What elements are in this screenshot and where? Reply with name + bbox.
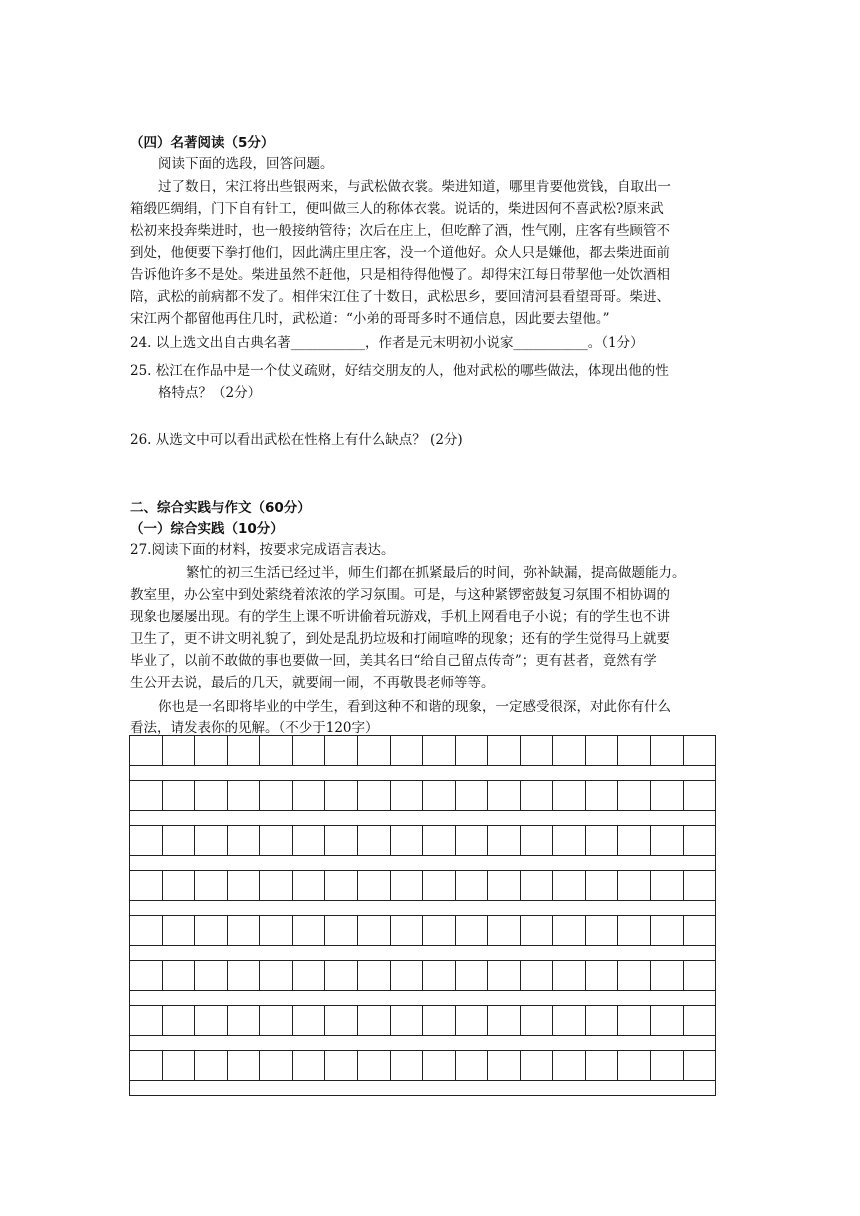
grid-cell[interactable] [293,961,326,991]
grid-cell[interactable] [456,781,489,811]
grid-cell[interactable] [293,826,326,856]
grid-cell[interactable] [391,781,424,811]
grid-cell[interactable] [684,916,717,946]
grid-cell[interactable] [293,871,326,901]
grid-cell[interactable] [228,826,261,856]
part2-heading: 二、综合实践与作文（60分） [130,500,311,516]
grid-cell[interactable] [488,736,521,766]
grid-cell[interactable] [456,916,489,946]
grid-cell[interactable] [391,826,424,856]
grid-cell[interactable] [195,736,228,766]
passage-line: 告诉他许多不是处。柴进虽然不赶他，只是相待得他慢了。却得宋江每日带挈他一处饮酒相 [130,267,670,283]
grid-cell[interactable] [684,961,717,991]
grid-cell[interactable] [130,781,163,811]
grid-cell[interactable] [130,1051,163,1081]
material-line: 教室里，办公室中到处萦绕着浓浓的学习氛围。可是，与这种紧锣密鼓复习氛围不相协调的 [130,587,670,603]
section4-instruction: 阅读下面的选段，回答问题。 [158,156,334,172]
grid-cell[interactable] [325,736,358,766]
section4-heading: （四）名著阅读（5分） [130,135,275,151]
grid-cell[interactable] [586,1051,619,1081]
grid-cell[interactable] [651,781,684,811]
grid-cell[interactable] [228,1006,261,1036]
passage-line: 陪，武松的前病都不发了。相伴宋江住了十数日，武松思乡，要回清河县看望哥哥。柴进、 [130,289,670,305]
grid-cell[interactable] [586,736,619,766]
grid-cell[interactable] [228,736,261,766]
grid-cell[interactable] [391,961,424,991]
grid-cell[interactable] [163,1051,196,1081]
grid-cell[interactable] [456,826,489,856]
grid-cell[interactable] [391,871,424,901]
grid-cell[interactable] [651,1051,684,1081]
grid-cell[interactable] [325,826,358,856]
grid-cell[interactable] [163,916,196,946]
grid-cell[interactable] [521,916,554,946]
grid-cell[interactable] [488,871,521,901]
grid-cell[interactable] [325,961,358,991]
grid-cell[interactable] [391,1051,424,1081]
grid-row-gap [129,811,716,825]
grid-cell[interactable] [358,1006,391,1036]
grid-cell[interactable] [618,961,651,991]
grid-cell[interactable] [260,1006,293,1036]
grid-cell[interactable] [423,1006,456,1036]
grid-cell[interactable] [130,961,163,991]
grid-cell[interactable] [228,916,261,946]
grid-cell[interactable] [325,916,358,946]
grid-cell[interactable] [618,1051,651,1081]
grid-cell[interactable] [684,736,717,766]
grid-cell[interactable] [684,1006,717,1036]
grid-cell[interactable] [293,916,326,946]
grid-cell[interactable] [456,871,489,901]
grid-cell[interactable] [325,871,358,901]
grid-cell[interactable] [488,826,521,856]
grid-cell[interactable] [586,871,619,901]
grid-row [129,915,716,946]
grid-cell[interactable] [358,736,391,766]
grid-cell[interactable] [260,916,293,946]
grid-row [129,1005,716,1036]
grid-cell[interactable] [358,1051,391,1081]
question-26: 26. 从选文中可以看出武松在性格上有什么缺点？ (2分) [130,432,463,448]
passage-line: 松初来投奔柴进时，也一般接纳管待；次后在庄上，但吃醉了酒，性气刚，庄客有些顾管不 [130,223,670,239]
grid-cell[interactable] [684,1051,717,1081]
grid-cell[interactable] [423,916,456,946]
grid-cell[interactable] [618,1006,651,1036]
grid-row-gap [129,856,716,870]
grid-cell[interactable] [260,871,293,901]
grid-cell[interactable] [293,1051,326,1081]
grid-cell[interactable] [521,961,554,991]
grid-cell[interactable] [553,826,586,856]
grid-cell[interactable] [586,916,619,946]
grid-cell[interactable] [586,1006,619,1036]
writing-prompt: 你也是一名即将毕业的中学生，看到这种不和谐的现象，一定感受很深，对此你有什么 [158,699,671,715]
grid-cell[interactable] [195,826,228,856]
question-25-continued: 格特点？（2分） [158,385,262,401]
passage-line: 宋江两个都留他再住几时，武松道：“小弟的哥哥多时不通信息，因此要去望他。” [130,311,610,327]
grid-cell[interactable] [325,1006,358,1036]
grid-cell[interactable] [651,736,684,766]
grid-cell[interactable] [195,1006,228,1036]
grid-cell[interactable] [684,871,717,901]
question-24: 24. 以上选文出自古典名著___________，作者是元末明初小说家___________。（1分） [130,335,644,351]
grid-cell[interactable] [391,1006,424,1036]
grid-cell[interactable] [163,736,196,766]
grid-cell[interactable] [195,871,228,901]
material-line: 生公开去说，最后的几天，就要闹一闹，不再敬畏老师等等。 [130,675,495,691]
grid-cell[interactable] [651,871,684,901]
grid-cell[interactable] [325,1051,358,1081]
grid-cell[interactable] [130,871,163,901]
grid-cell[interactable] [586,961,619,991]
grid-cell[interactable] [423,781,456,811]
grid-cell[interactable] [260,961,293,991]
grid-row [129,1050,716,1081]
grid-row-gap [129,901,716,915]
material-line: 现象也屡屡出现。有的学生上课不听讲偷着玩游戏，手机上网看电子小说；有的学生也不讲 [130,609,670,625]
material-line: 卫生了，更不讲文明礼貌了，到处是乱扔垃圾和打闹喧哗的现象；还有的学生觉得马上就要 [130,631,670,647]
grid-cell[interactable] [456,736,489,766]
grid-cell[interactable] [423,1051,456,1081]
grid-cell[interactable] [423,961,456,991]
material-line: 毕业了，以前不敢做的事也要做一回，美其名曰“给自己留点传奇”；更有甚者，竟然有学 [130,653,657,669]
grid-cell[interactable] [618,871,651,901]
grid-cell[interactable] [423,826,456,856]
grid-cell[interactable] [130,826,163,856]
grid-cell[interactable] [163,1006,196,1036]
grid-cell[interactable] [358,871,391,901]
grid-cell[interactable] [260,736,293,766]
grid-cell[interactable] [228,781,261,811]
grid-cell[interactable] [521,736,554,766]
grid-cell[interactable] [553,1006,586,1036]
passage-line: 过了数日，宋江将出些银两来，与武松做衣裳。柴进知道，哪里肯要他赏钱，自取出一 [158,179,671,195]
grid-row-gap [129,1036,716,1050]
grid-cell[interactable] [521,781,554,811]
grid-row [129,960,716,991]
grid-cell[interactable] [293,736,326,766]
grid-row [129,825,716,856]
grid-cell[interactable] [456,961,489,991]
grid-cell[interactable] [130,736,163,766]
grid-cell[interactable] [163,781,196,811]
writing-prompt-continued: 看法，请发表你的见解。（不少于120字） [130,720,379,736]
question-27-intro: 27.阅读下面的材料，按要求完成语言表达。 [130,542,395,558]
grid-cell[interactable] [553,871,586,901]
grid-cell[interactable] [358,826,391,856]
grid-row-gap [129,1081,716,1096]
grid-cell[interactable] [456,1006,489,1036]
grid-cell[interactable] [163,826,196,856]
grid-cell[interactable] [488,1051,521,1081]
grid-cell[interactable] [195,961,228,991]
grid-cell[interactable] [358,916,391,946]
grid-cell[interactable] [618,916,651,946]
grid-row-gap [129,946,716,960]
grid-row [129,870,716,901]
passage-line: 箱缎匹绸绢，门下自有针工，便叫做三人的称体衣裳。说话的，柴进因何不喜武松?原来武 [130,201,664,217]
grid-cell[interactable] [325,781,358,811]
grid-cell[interactable] [521,1051,554,1081]
part2-subheading: （一）综合实践（10分） [130,521,284,537]
grid-cell[interactable] [130,916,163,946]
grid-cell[interactable] [488,1006,521,1036]
grid-cell[interactable] [618,781,651,811]
answer-grid[interactable] [129,735,716,1096]
grid-cell[interactable] [618,826,651,856]
grid-cell[interactable] [553,781,586,811]
grid-cell[interactable] [130,1006,163,1036]
grid-cell[interactable] [358,781,391,811]
grid-row-gap [129,991,716,1005]
grid-cell[interactable] [163,871,196,901]
grid-cell[interactable] [586,826,619,856]
grid-cell[interactable] [228,1051,261,1081]
grid-cell[interactable] [423,736,456,766]
grid-cell[interactable] [553,1051,586,1081]
grid-cell[interactable] [195,916,228,946]
grid-cell[interactable] [684,826,717,856]
grid-cell[interactable] [391,736,424,766]
grid-cell[interactable] [488,781,521,811]
grid-cell[interactable] [163,961,196,991]
grid-cell[interactable] [260,1051,293,1081]
grid-cell[interactable] [195,1051,228,1081]
grid-cell[interactable] [488,961,521,991]
grid-row-gap [129,766,716,780]
grid-row [129,735,716,766]
grid-cell[interactable] [553,961,586,991]
grid-cell[interactable] [488,916,521,946]
grid-cell[interactable] [651,961,684,991]
grid-cell[interactable] [391,916,424,946]
grid-cell[interactable] [260,781,293,811]
grid-cell[interactable] [553,736,586,766]
question-25: 25. 松江在作品中是一个仗义疏财，好结交朋友的人，他对武松的哪些做法，体现出他的性 [130,363,669,379]
grid-cell[interactable] [651,1006,684,1036]
grid-cell[interactable] [293,1006,326,1036]
grid-cell[interactable] [521,826,554,856]
grid-cell[interactable] [651,826,684,856]
grid-cell[interactable] [586,781,619,811]
grid-cell[interactable] [651,916,684,946]
material-line: 繁忙的初三生活已经过半，师生们都在抓紧最后的时间，弥补缺漏，提高做题能力。 [186,565,686,581]
grid-row [129,780,716,811]
grid-cell[interactable] [293,781,326,811]
grid-cell[interactable] [684,781,717,811]
grid-cell[interactable] [228,871,261,901]
grid-cell[interactable] [618,736,651,766]
grid-cell[interactable] [260,826,293,856]
passage-line: 到处，他便要下拳打他们，因此满庄里庄客，没一个道他好。众人只是嫌他，都去柴进面前 [130,245,670,261]
grid-cell[interactable] [228,961,261,991]
grid-cell[interactable] [195,781,228,811]
grid-cell[interactable] [456,1051,489,1081]
grid-cell[interactable] [521,871,554,901]
grid-cell[interactable] [358,961,391,991]
grid-cell[interactable] [423,871,456,901]
grid-cell[interactable] [521,1006,554,1036]
grid-cell[interactable] [553,916,586,946]
